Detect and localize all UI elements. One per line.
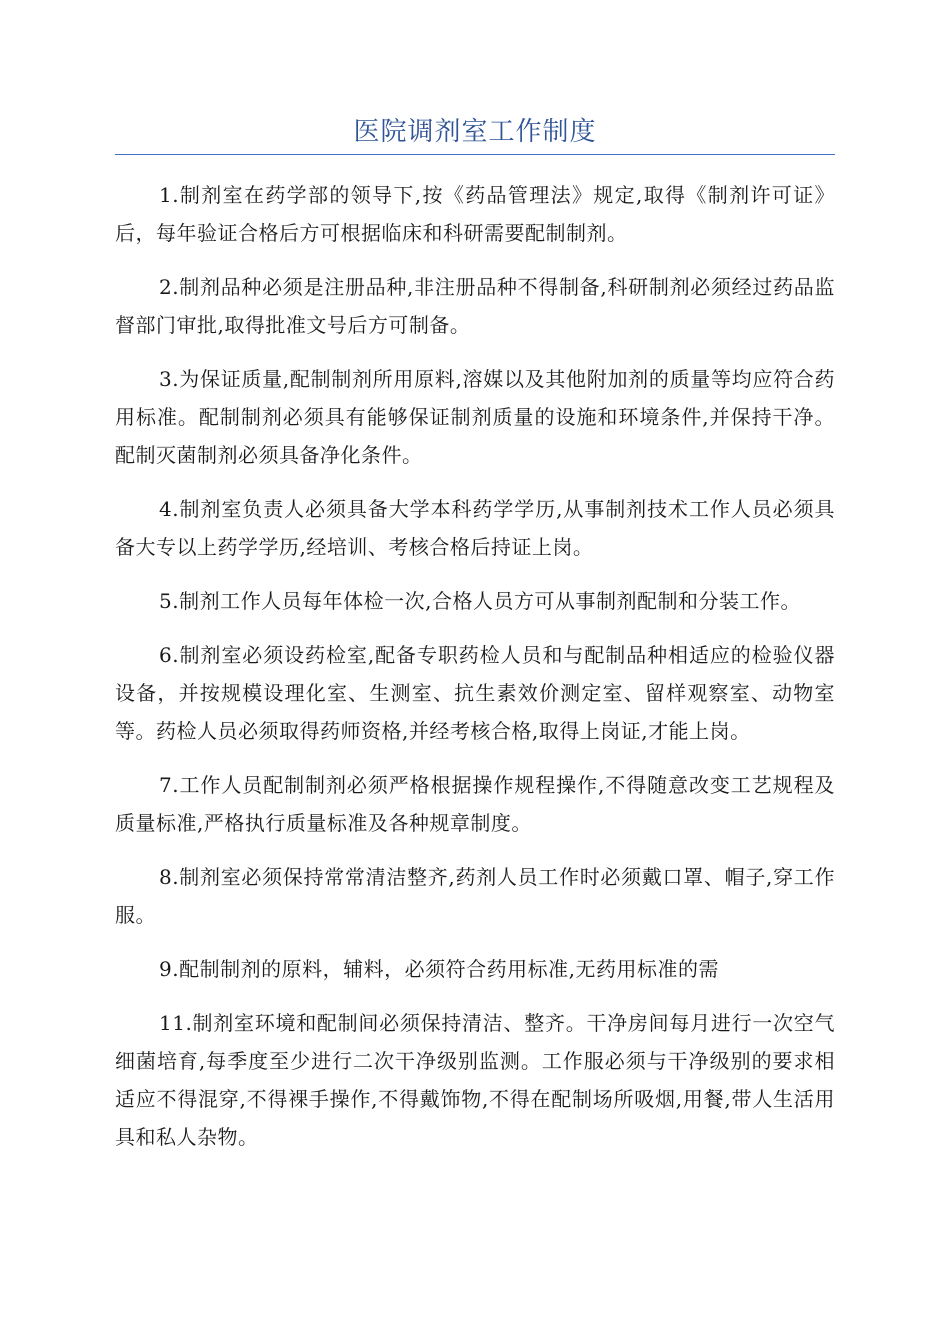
paragraph-6: 6.制剂室必须设药检室,配备专职药检人员和与配制品种相适应的检验仪器设备，并按规模设理化室、生测室、抗生素效价测定室、留样观察室、动物室等。药检人员必须取得药师资格,并经考核合格,取得上岗证,才能上岗。 bbox=[115, 643, 835, 743]
paragraph-9: 9.配制制剂的原料，辅料，必须符合药用标准,无药用标准的需 bbox=[159, 957, 719, 981]
paragraph-4: 4.制剂室负责人必须具备大学本科药学学历,从事制剂技术工作人员必须具备大专以上药学学历,经培训、考核合格后持证上岗。 bbox=[115, 497, 835, 559]
paragraph-3: 3.为保证质量,配制制剂所用原料,溶媒以及其他附加剂的质量等均应符合药用标准。配制制剂必须具有能够保证制剂质量的设施和环境条件,并保持干净。配制灭菌制剂必须具备净化条件。 bbox=[115, 367, 835, 467]
paragraph-7: 7.工作人员配制制剂必须严格根据操作规程操作,不得随意改变工艺规程及质量标准,严格执行质量标准及各种规章制度。 bbox=[115, 773, 835, 835]
document-title: 医院调剂室工作制度 bbox=[353, 117, 597, 147]
paragraph-8: 8.制剂室必须保持常常清洁整齐,药剂人员工作时必须戴口罩、帽子,穿工作服。 bbox=[115, 865, 835, 927]
paragraph-2: 2.制剂品种必须是注册品种,非注册品种不得制备,科研制剂必须经过药品监督部门审批,取得批准文号后方可制备。 bbox=[115, 275, 835, 337]
paragraph-1: 1.制剂室在药学部的领导下,按《药品管理法》规定,取得《制剂许可证》后，每年验证合格后方可根据临床和科研需要配制制剂。 bbox=[115, 183, 835, 245]
document-body bbox=[115, 176, 835, 1172]
paragraph-11: 11.制剂室环境和配制间必须保持清洁、整齐。干净房间每月进行一次空气细菌培育,每季度至少进行二次干净级别监测。工作服必须与干净级别的要求相适应不得混穿,不得裸手操作,不得戴饰物,不得在配制场所吸烟,用餐,带人生活用具和私人杂物。 bbox=[115, 1011, 835, 1149]
paragraph-5: 5.制剂工作人员每年体检一次,合格人员方可从事制剂配制和分装工作。 bbox=[159, 589, 801, 613]
title-underline bbox=[115, 154, 835, 155]
